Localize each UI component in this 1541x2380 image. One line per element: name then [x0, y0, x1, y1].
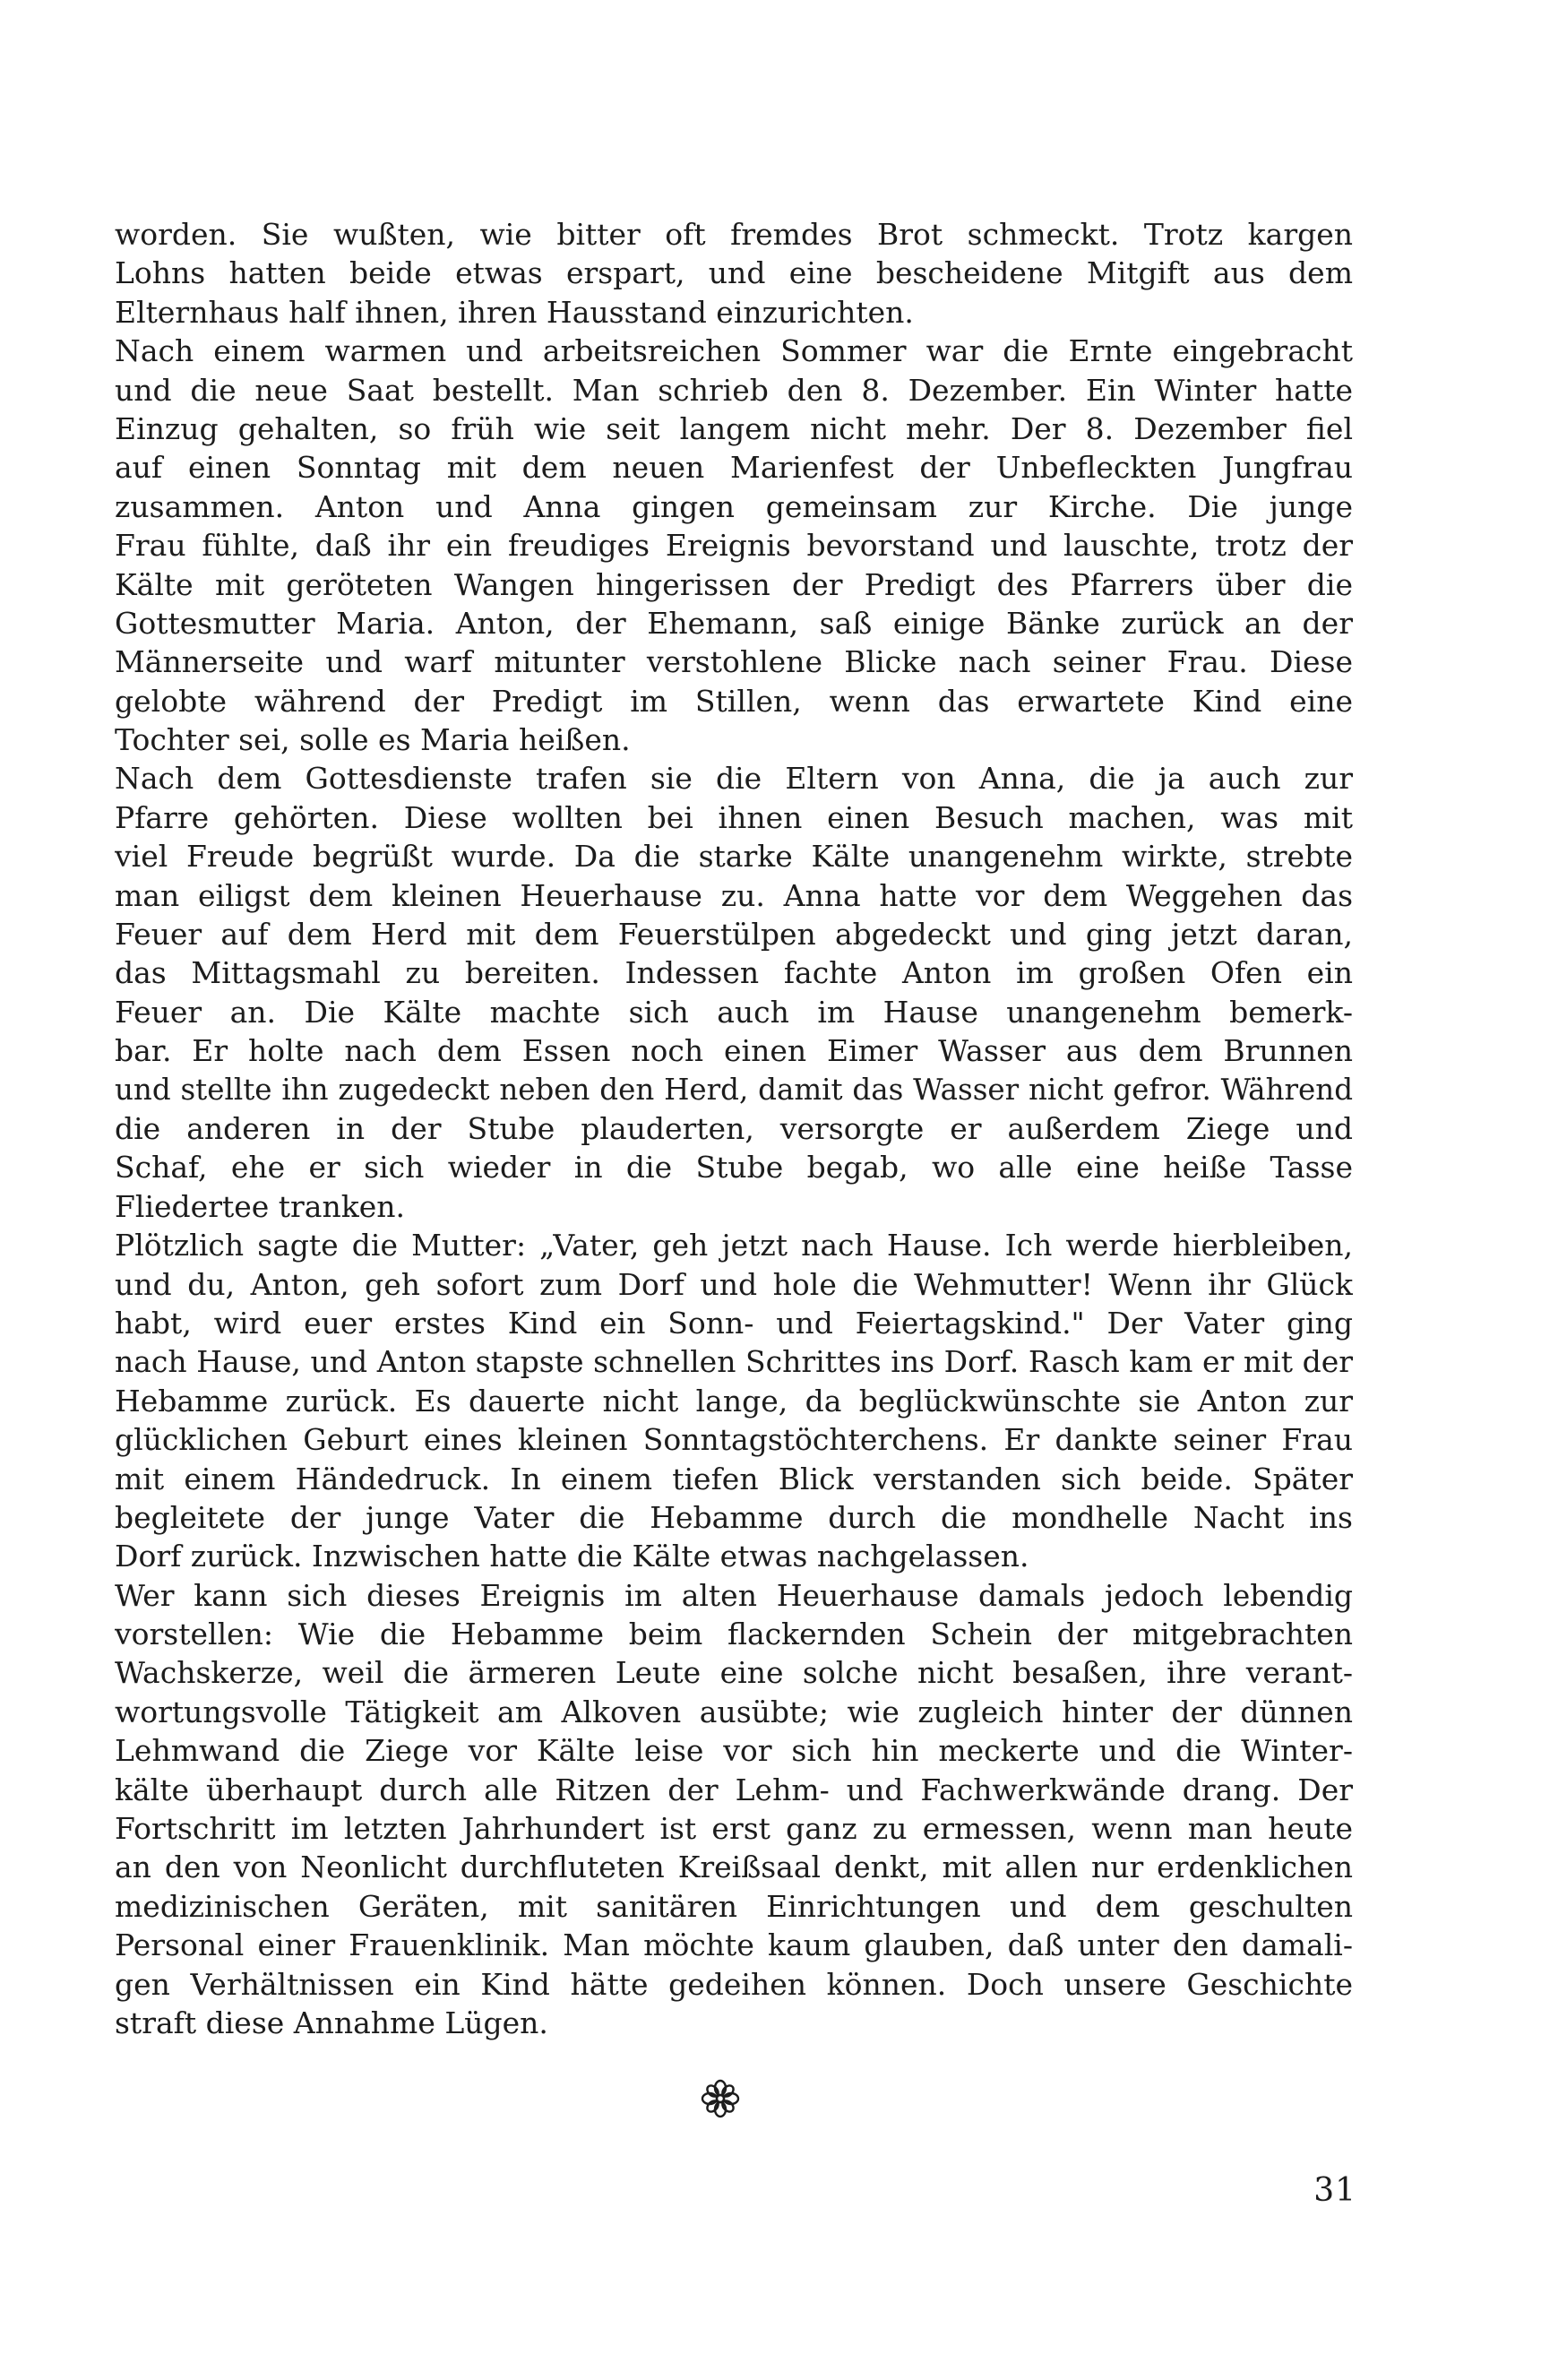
text-line: kälte überhaupt durch alle Ritzen der Lehm- und Fachwerkwände drang. Der — [115, 1772, 1353, 1807]
floral-ornament-icon — [699, 2077, 742, 2120]
text-line: Gottesmutter Maria. Anton, der Ehemann, saß einige Bänke zurück an der — [115, 605, 1353, 641]
text-line: die anderen in der Stube plauderten, versorgte er außerdem Ziege und — [115, 1110, 1353, 1146]
body-text — [115, 215, 1353, 2042]
text-line: Wer kann sich dieses Ereignis im alten Heuerhause damals jedoch lebendig — [115, 1577, 1353, 1613]
text-line: worden. Sie wußten, wie bitter oft fremdes Brot schmeckt. Trotz kargen — [115, 217, 1353, 252]
text-line: habt, wird euer erstes Kind ein Sonn- und Feiertagskind." Der Vater ging — [115, 1305, 1353, 1341]
text-line: Dorf zurück. Inzwischen hatte die Kälte etwas nachgelassen. — [115, 1539, 1029, 1574]
text-line: straft diese Annahme Lügen. — [115, 2005, 548, 2040]
text-line: Fortschritt im letzten Jahrhundert ist erst ganz zu ermessen, wenn man heute — [115, 1811, 1353, 1847]
text-line: Personal einer Frauenklinik. Man möchte kaum glauben, daß unter den damali- — [115, 1927, 1353, 1963]
text-line: glücklichen Geburt eines kleinen Sonntagstöchterchens. Er dankte seiner Frau — [115, 1422, 1353, 1458]
text-line: Hebamme zurück. Es dauerte nicht lange, da beglückwünschte sie Anton zur — [115, 1383, 1353, 1419]
text-line: Feuer an. Die Kälte machte sich auch im Hause unangenehm bemerk- — [115, 994, 1353, 1030]
text-line: Feuer auf dem Herd mit dem Feuerstülpen abgedeckt und ging jetzt daran, — [115, 917, 1353, 953]
text-line: Tochter sei, solle es Maria heißen. — [115, 722, 631, 758]
text-line: zusammen. Anton und Anna gingen gemeinsam zur Kirche. Die junge — [115, 488, 1353, 524]
page-number: 31 — [1313, 2172, 1356, 2209]
text-line: Nach dem Gottesdienste trafen sie die Eltern von Anna, die ja auch zur — [115, 761, 1353, 797]
text-line: Lohns hatten beide etwas erspart, und eine bescheidene Mitgift aus dem — [115, 255, 1353, 291]
text-line: Schaf, ehe er sich wieder in die Stube begab, wo alle eine heiße Tasse — [115, 1150, 1353, 1186]
text-line: gelobte während der Predigt im Stillen, wenn das erwartete Kind eine — [115, 683, 1353, 719]
text-line: Einzug gehalten, so früh wie seit langem nicht mehr. Der 8. Dezember fiel — [115, 410, 1353, 446]
text-line: mit einem Händedruck. In einem tiefen Blick verstanden sich beide. Später — [115, 1461, 1353, 1496]
text-line: gen Verhältnissen ein Kind hätte gedeihen können. Doch unsere Geschichte — [115, 1966, 1353, 2002]
text-line: und du, Anton, geh sofort zum Dorf und hole die Wehmutter! Wenn ihr Glück — [115, 1266, 1353, 1302]
text-line: und die neue Saat bestellt. Man schrieb den 8. Dezember. Ein Winter hatte — [115, 372, 1353, 408]
text-line: nach Hause, und Anton stapste schnellen Schrittes ins Dorf. Rasch kam er mit der — [115, 1344, 1353, 1380]
text-line: bar. Er holte nach dem Essen noch einen Eimer Wasser aus dem Brunnen — [115, 1033, 1353, 1069]
text-line: auf einen Sonntag mit dem neuen Marienfest der Unbefleckten Jungfrau — [115, 450, 1353, 486]
text-line: Elternhaus half ihnen, ihren Hausstand einzurichten. — [115, 294, 914, 330]
text-line: Plötzlich sagte die Mutter: „Vater, geh jetzt nach Hause. Ich werde hierbleiben, — [115, 1228, 1353, 1263]
text-line: begleitete der junge Vater die Hebamme durch die mondhelle Nacht ins — [115, 1499, 1353, 1535]
text-line: viel Freude begrüßt wurde. Da die starke Kälte unangenehm wirkte, strebte — [115, 839, 1353, 875]
text-line: medizinischen Geräten, mit sanitären Einrichtungen und dem geschulten — [115, 1888, 1353, 1924]
text-line: wortungsvolle Tätigkeit am Alkoven ausübte; wie zugleich hinter der dünnen — [115, 1694, 1353, 1729]
text-line: das Mittagsmahl zu bereiten. Indessen fachte Anton im großen Ofen ein — [115, 955, 1353, 991]
text-line: an den von Neonlicht durchfluteten Kreißsaal denkt, mit allen nur erdenklichen — [115, 1850, 1353, 1885]
text-line: Männerseite und warf mitunter verstohlene Blicke nach seiner Frau. Diese — [115, 644, 1353, 680]
text-line: Nach einem warmen und arbeitsreichen Sommer war die Ernte eingebracht — [115, 333, 1353, 369]
text-line: Kälte mit geröteten Wangen hingerissen der Predigt des Pfarrers über die — [115, 566, 1353, 602]
text-line: Pfarre gehörten. Diese wollten bei ihnen einen Besuch machen, was mit — [115, 799, 1353, 835]
text-line: Wachskerze, weil die ärmeren Leute eine solche nicht besaßen, ihre verant- — [115, 1655, 1353, 1691]
text-line: Frau fühlte, daß ihr ein freudiges Ereignis bevorstand und lauschte, trotz der — [115, 528, 1353, 564]
text-line: vorstellen: Wie die Hebamme beim flackernden Schein der mitgebrachten — [115, 1617, 1353, 1652]
text-line: man eiligst dem kleinen Heuerhause zu. Anna hatte vor dem Weggehen das — [115, 877, 1353, 913]
text-line: Fliedertee tranken. — [115, 1188, 406, 1224]
text-line: und stellte ihn zugedeckt neben den Herd, damit das Wasser nicht gefror. Während — [115, 1072, 1353, 1107]
text-line: Lehmwand die Ziege vor Kälte leise vor sich hin meckerte und die Winter- — [115, 1733, 1353, 1769]
